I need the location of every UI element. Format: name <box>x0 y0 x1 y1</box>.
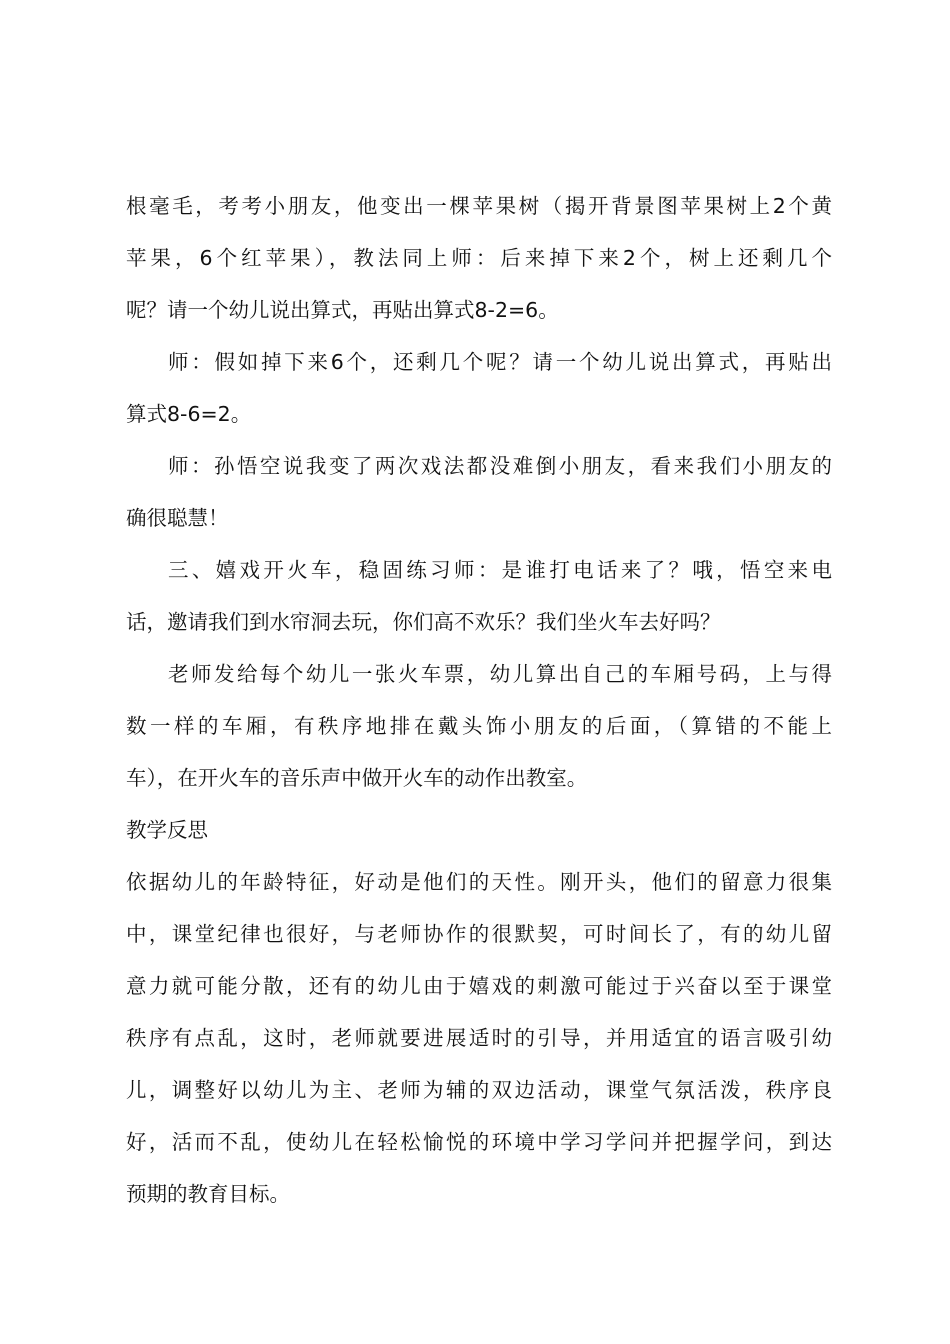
text-line-11: 数一样的车厢，有秩序地排在戴头饰小朋友的后面，（算错的不能上 <box>126 714 832 738</box>
text-line-5: 算式8-6=2。 <box>126 402 252 426</box>
text-line-15: 中，课堂纪律也很好，与老师协作的很默契，可时间长了，有的幼儿留 <box>126 922 832 946</box>
text-line-12: 车），在开火车的音乐声中做开火车的动作出教室。 <box>126 766 588 790</box>
text-line-10: 老师发给每个幼儿一张火车票，幼儿算出自己的车厢号码，上与得 <box>168 662 832 686</box>
text-line-2: 苹果，6个红苹果），教法同上师：后来掉下来2个，树上还剩几个 <box>126 246 832 270</box>
text-line-16: 意力就可能分散，还有的幼儿由于嬉戏的刺激可能过于兴奋以至于课堂 <box>126 974 832 998</box>
document-body <box>126 188 832 1228</box>
text-line-17: 秩序有点乱，这时，老师就要进展适时的引导，并用适宜的语言吸引幼 <box>126 1026 832 1050</box>
text-line-14: 依据幼儿的年龄特征，好动是他们的天性。刚开头，他们的留意力很集 <box>126 870 832 894</box>
text-line-7: 确很聪慧！ <box>126 506 229 530</box>
text-line-18: 儿，调整好以幼儿为主、老师为辅的双边活动，课堂气氛活泼，秩序良 <box>126 1078 832 1102</box>
text-line-3: 呢？请一个幼儿说出算式，再贴出算式8-2=6。 <box>126 298 559 322</box>
text-line-8: 三、嬉戏开火车，稳固练习师：是谁打电话来了？哦，悟空来电 <box>168 558 832 582</box>
text-line-1: 根毫毛，考考小朋友，他变出一棵苹果树（揭开背景图苹果树上2个黄 <box>126 194 832 218</box>
section-heading-reflection: 教学反思 <box>126 818 208 842</box>
text-line-20: 预期的教育目标。 <box>126 1182 290 1206</box>
text-line-9: 话，邀请我们到水帘洞去玩，你们高不欢乐？我们坐火车去好吗？ <box>126 610 721 634</box>
text-line-4: 师：假如掉下来6个，还剩几个呢？请一个幼儿说出算式，再贴出 <box>168 350 832 374</box>
text-line-6: 师：孙悟空说我变了两次戏法都没难倒小朋友，看来我们小朋友的 <box>168 454 832 478</box>
text-line-19: 好，活而不乱，使幼儿在轻松愉悦的环境中学习学问并把握学问，到达 <box>126 1130 832 1154</box>
